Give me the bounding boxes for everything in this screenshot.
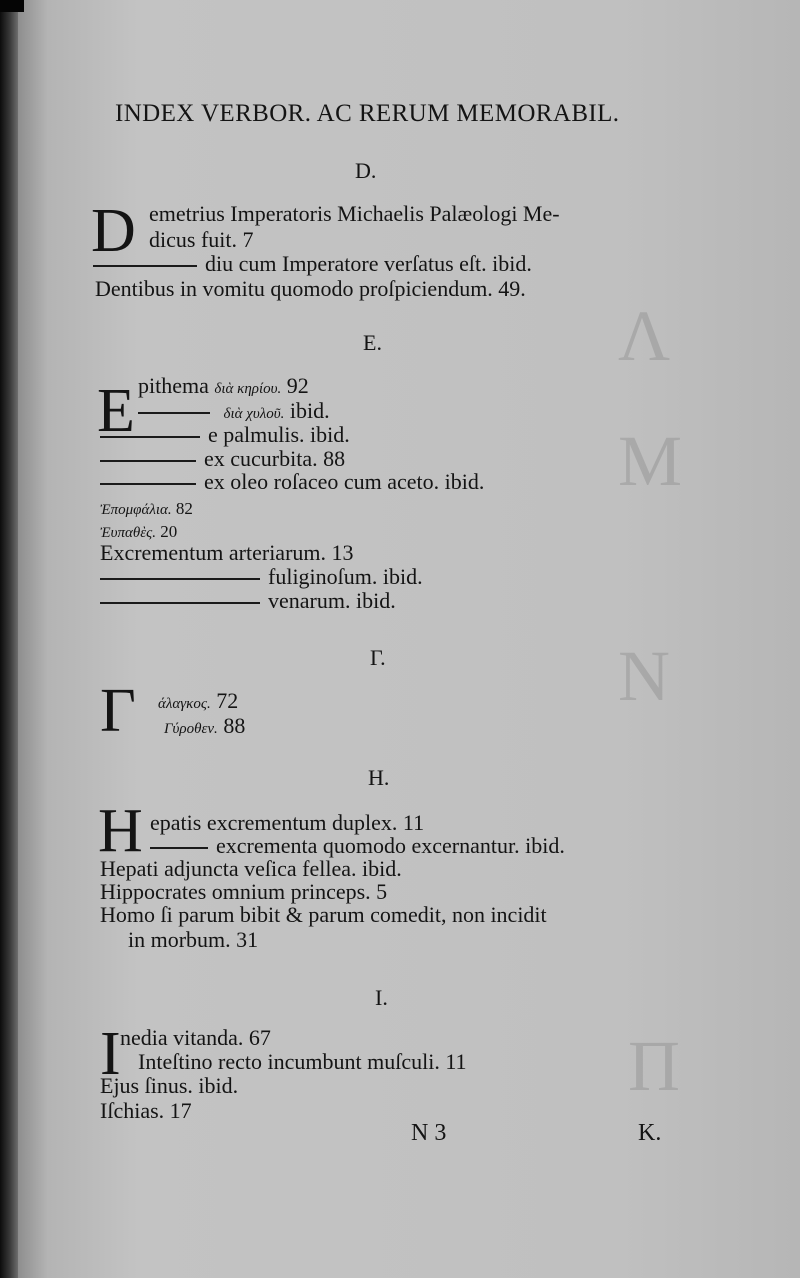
entry-line: nedia vitanda. 67 (120, 1025, 271, 1050)
entry-line: Dentibus in vomitu quomodo proſpiciendum. 49. (95, 276, 526, 301)
drop-cap-h: H (98, 797, 143, 865)
entry-line: Hepati adjuncta veſica fellea. ibid. (100, 856, 402, 881)
entry-line: διὰ χυλοῦ. ibid. (138, 400, 330, 422)
ditto-rule (150, 847, 208, 849)
ditto-rule (100, 436, 200, 438)
bleed-through-letter-pi: Π (628, 1026, 680, 1106)
entry-line: emetrius Imperatoris Michaelis Palæologi Me- (149, 201, 560, 226)
entry-line: Inteſtino recto incumbunt muſculi. 11 (138, 1049, 467, 1074)
book-spine-shadow (0, 0, 18, 1278)
catchword: K. (638, 1120, 662, 1146)
ditto-rule (138, 412, 210, 414)
entry-line: Ἐυπαθὲς. 20 (100, 522, 178, 541)
bleed-through-letter-a: Λ (618, 296, 671, 376)
entry-line: Ἐπομφάλια. 82 (100, 499, 193, 518)
entry-line: diu cum Imperatore verſatus eſt. ibid. (93, 253, 532, 275)
entry-line: Excrementum arteriarum. 13 (100, 540, 354, 565)
entry-line: pithema διὰ κηρίου. 92 (138, 373, 309, 398)
scan-corner (0, 0, 24, 12)
entry-line: Γύροθεν. 88 (164, 713, 246, 738)
entry-line: fuliginoſum. ibid. (100, 566, 423, 588)
ditto-rule (100, 483, 196, 485)
ditto-rule (93, 265, 197, 267)
bleed-through-letter-m: M (618, 421, 683, 501)
entry-line: Iſchias. 17 (100, 1098, 192, 1123)
section-letter-h: H. (368, 765, 390, 790)
section-letter-gamma: Γ. (370, 645, 386, 670)
ditto-rule (100, 578, 260, 580)
signature-mark: N 3 (411, 1120, 447, 1146)
bleed-through-letter-n: N (618, 636, 670, 716)
drop-cap-i: I (100, 1020, 121, 1088)
entry-line: Hippocrates omnium princeps. 5 (100, 879, 388, 904)
entry-line: excrementa quomodo excernantur. ibid. (150, 835, 565, 857)
running-head: INDEX VERBOR. AC RERUM MEMORABIL. (115, 100, 620, 127)
entry-line: e palmulis. ibid. (100, 424, 350, 446)
entry-line: dicus fuit. 7 (149, 227, 254, 252)
drop-cap-d: D (91, 197, 136, 265)
section-letter-e: E. (363, 330, 382, 355)
book-page (18, 0, 800, 1278)
entry-line: Ejus ſinus. ibid. (100, 1073, 239, 1098)
entry-line: άλαγκος. 72 (158, 688, 239, 713)
entry-line: in morbum. 31 (128, 927, 259, 952)
section-letter-i: I. (375, 985, 388, 1010)
drop-cap-e: E (97, 377, 135, 445)
entry-line: ex cucurbita. 88 (100, 448, 345, 470)
ditto-rule (100, 460, 196, 462)
section-letter-d: D. (355, 158, 377, 183)
entry-line: epatis excrementum duplex. 11 (150, 810, 425, 835)
drop-cap-gamma: Γ (100, 677, 136, 745)
ditto-rule (100, 602, 260, 604)
entry-line: venarum. ibid. (100, 590, 396, 612)
entry-line: Homo ſi parum bibit & parum comedit, non incidit (100, 902, 547, 927)
entry-line: ex oleo roſaceo cum aceto. ibid. (100, 471, 484, 493)
